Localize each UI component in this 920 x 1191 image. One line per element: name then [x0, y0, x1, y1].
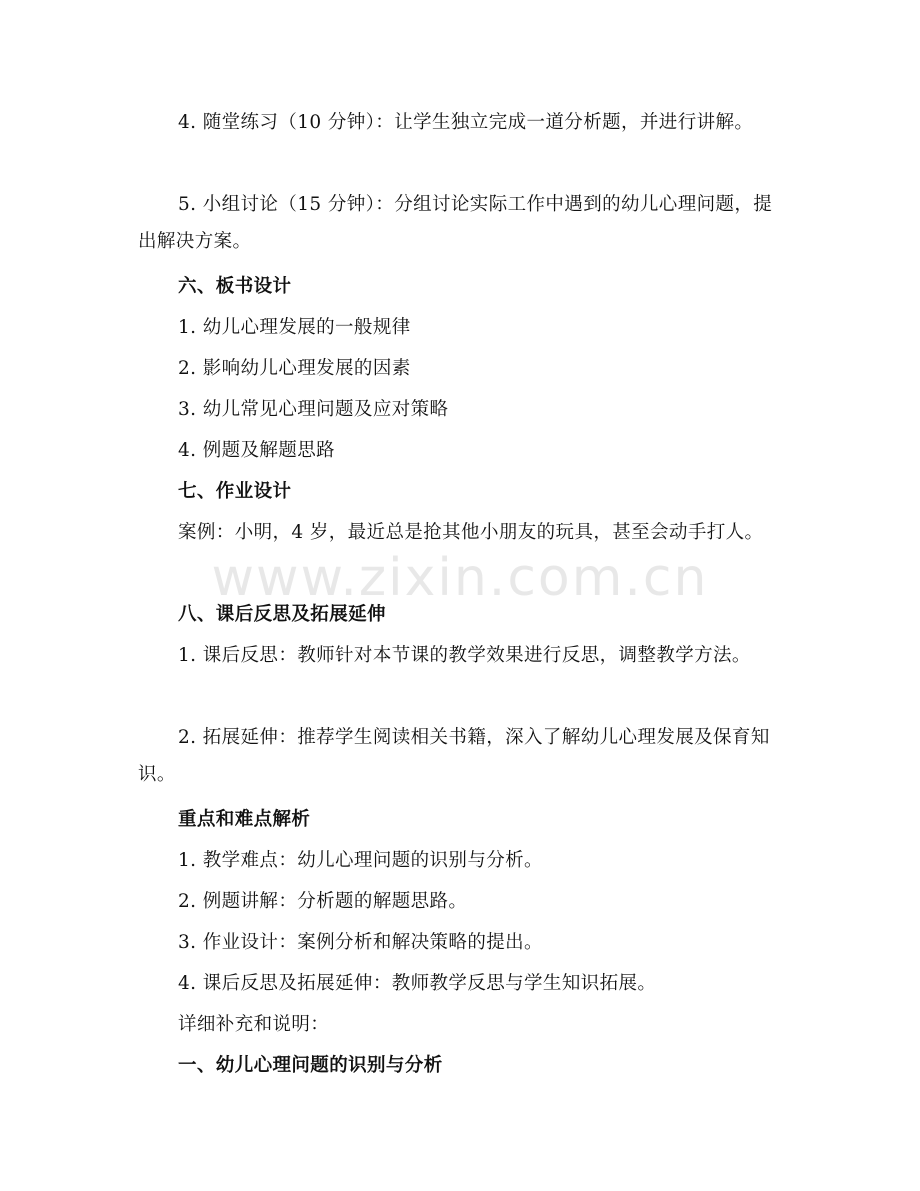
heading-key-points: 重点和难点解析: [178, 809, 311, 830]
paragraph-case: 案例：小明，4 岁，最近总是抢其他小朋友的玩具，甚至会动手打人。: [178, 522, 764, 543]
heading-reflection-extension: 八、课后反思及拓展延伸: [178, 604, 386, 625]
paragraph-supplement: 详细补充和说明：: [178, 1014, 330, 1035]
list-item-blackboard-2: 2. 影响幼儿心理发展的因素: [178, 358, 411, 379]
watermark: www.zixin.com.cn: [211, 548, 709, 608]
list-item-blackboard-1: 1. 幼儿心理发展的一般规律: [178, 317, 411, 338]
list-item-extension: 2. 拓展延伸：推荐学生阅读相关书籍，深入了解幼儿心理发展及保育知识。: [138, 727, 770, 785]
list-item-blackboard-3: 3. 幼儿常见心理问题及应对策略: [178, 399, 449, 420]
list-item-key-1: 1. 教学难点：幼儿心理问题的识别与分析。: [178, 850, 543, 871]
heading-section-one: 一、幼儿心理问题的识别与分析: [178, 1055, 443, 1076]
list-item-key-3: 3. 作业设计：案例分析和解决策略的提出。: [178, 932, 543, 953]
list-item-key-4: 4. 课后反思及拓展延伸：教师教学反思与学生知识拓展。: [178, 973, 657, 994]
heading-blackboard-design: 六、板书设计: [178, 276, 292, 297]
heading-homework-design: 七、作业设计: [178, 481, 292, 502]
list-item-key-2: 2. 例题讲解：分析题的解题思路。: [178, 891, 468, 912]
paragraph-practice: 4. 随堂练习（10 分钟）：让学生独立完成一道分析题，并进行讲解。: [178, 112, 754, 133]
list-item-blackboard-4: 4. 例题及解题思路: [178, 440, 336, 461]
list-item-reflection: 1. 课后反思：教师针对本节课的教学效果进行反思，调整教学方法。: [178, 645, 751, 666]
paragraph-group-discussion: 5. 小组讨论（15 分钟）：分组讨论实际工作中遇到的幼儿心理问题，提出解决方案。: [138, 194, 773, 252]
